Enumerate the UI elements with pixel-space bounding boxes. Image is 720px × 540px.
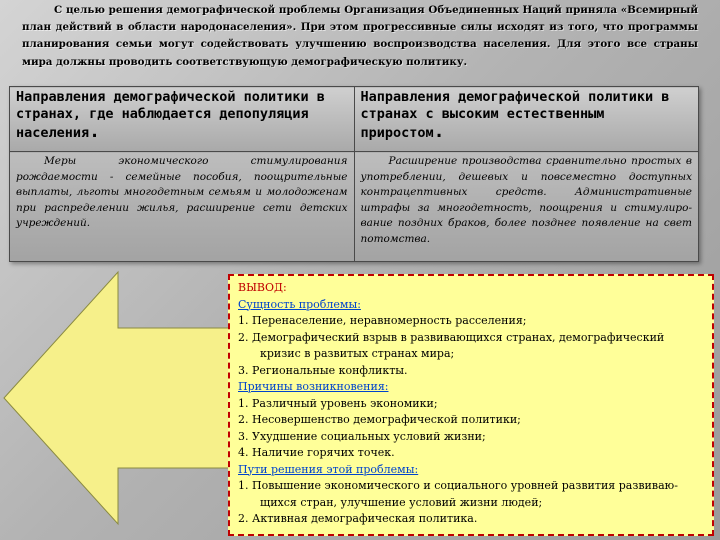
essence-label: Сущность проблемы:: [238, 297, 361, 311]
table-header-row: [10, 87, 699, 152]
solution-item: [238, 478, 704, 511]
causes-label: Причины возникновения:: [238, 380, 389, 393]
essence-item: 1. Перенаселение, неравномерность расселения;: [238, 314, 527, 327]
intro-paragraph: С целью решения демографической проблемы Организация Объединенных Наций приняла «Всемирный план действий в области народонаселения». При этом прогрессивные силы исходят из того, что программы планирования семьи могут содействовать улучшению воспроизводства населения. Для этого все страны мира должны проводить соответствующую демографическую политику.: [22, 4, 698, 68]
cause-item: 4. Наличие горячих точек.: [238, 446, 395, 459]
left-body-text: Меры экономического стимулирования рождаемости - семейные пособия, поощрительные выплаты, льготы многодетным семьям и молодоженам при распределении жилья, расширение сети детских учреждений.: [16, 155, 348, 229]
intro-text: [22, 2, 698, 71]
essence-item-continuation: кризис в развитых странах мира;: [260, 347, 455, 360]
right-body-text: Расширение производства сравнительно простых в употреблении, дешевых и повсеместно доступных контрацептивных средств. Административные штрафы за многодетность, поощрения и стимулиро-вание поздних браков, более позднее появление на свет потомства.: [360, 155, 692, 245]
cause-item: 2. Несовершенство демографической политики;: [238, 413, 521, 426]
left-body-cell: [10, 152, 355, 262]
arrow-polygon: [4, 272, 238, 524]
arrow-shape: [0, 262, 240, 540]
solution-item-text: 1. Повышение экономического и социального уровней развития развиваю-: [238, 479, 678, 492]
cause-item: 3. Ухудшение социальных условий жизни;: [238, 429, 486, 443]
policy-table: [9, 86, 699, 262]
essence-item-text: 2. Демографический взрыв в развивающихся странах, демографический: [238, 330, 665, 344]
right-heading-period: .: [433, 121, 445, 142]
table-body-row: [10, 152, 699, 262]
left-heading-cell: [10, 87, 355, 152]
right-body-cell: [354, 152, 699, 262]
solutions-label: Пути решения этой проблемы:: [238, 462, 419, 476]
left-heading: Направления демографической политики в странах, где наблюдается депопуляция населения: [16, 89, 325, 141]
conclusion-title: ВЫВОД:: [238, 281, 287, 294]
right-heading-cell: [354, 87, 699, 152]
conclusion-box: [228, 274, 714, 536]
left-heading-period: .: [89, 121, 100, 142]
solution-item: 2. Активная демографическая политика.: [238, 512, 478, 525]
essence-item: [238, 330, 704, 363]
essence-item: 3. Региональные конфликты.: [238, 363, 408, 377]
cause-item: 1. Различный уровень экономики;: [238, 396, 438, 410]
solution-item-continuation: щихся стран, улучшение условий жизни людей;: [260, 495, 543, 509]
right-heading: Направления демографической политики в странах с высоким естественным приростом: [360, 89, 670, 141]
